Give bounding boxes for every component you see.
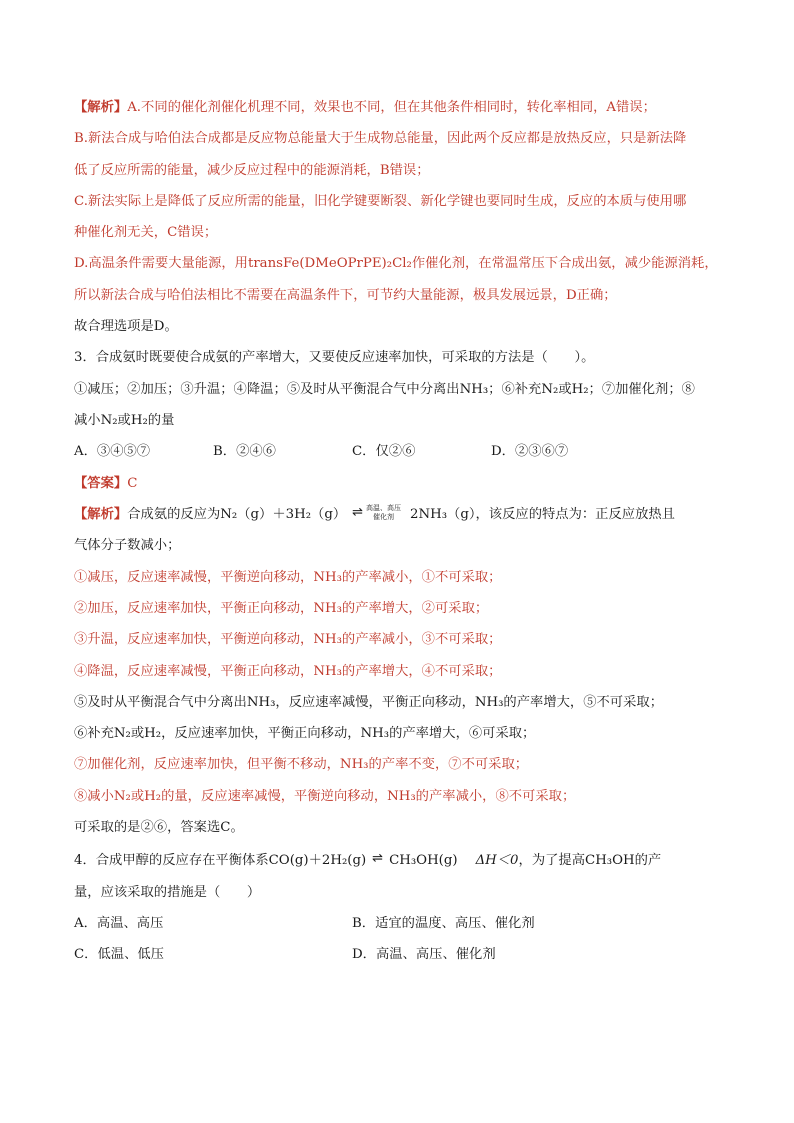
q3-list-line1: ①减压；②加压；③升温；④降温；⑤及时从平衡混合气中分离出NH₃；⑥补充N₂或H₂；⑦加催化剂；⑧ [74,381,695,397]
answer-value: C [127,475,138,491]
q3-option-b: B．②④⑥ [213,444,276,460]
analysis-c-line2: 种催化剂无关，C错误； [74,225,218,241]
q3-analysis-line1: 【解析】合成氨的反应为N₂（g）＋3H₂（g） ⇌ 高温、高压 催化剂 2NH₃（g），该反应的特点为：正反应放热且 [74,499,724,530]
q3-point-7: ⑦加催化剂，反应速率加快，但平衡不移动，NH₃的产率不变，⑦不可采取； [74,757,529,773]
analysis-c-line1: C.新法实际上是降低了反应所需的能量，旧化学键要断裂、新化学键也要同时生成，反应的本质与使用哪 [74,193,687,209]
analysis-tag: 【解析】 [74,507,128,523]
reversible-arrow-icon: ⇌ [352,504,364,520]
q4-option-a: A．高温、高压 [74,916,164,932]
reversible-arrow [352,497,404,528]
reversible-arrow-icon: ⇌ [372,851,384,867]
q4-options-row1 [74,908,724,939]
q3-point-6: ⑥补充N₂或H₂，反应速率加快，平衡正向移动，NH₃的产率增大，⑥可采取； [74,726,536,742]
q3-point-4: ④降温，反应速率减慢，平衡正向移动，NH₃的产率增大，④不可采取； [74,663,502,679]
q4-stem-line2: 量，应该采取的措施是（ ） [74,884,261,900]
q3-option-a: A．③④⑤⑦ [74,444,151,460]
document-page [74,92,724,971]
q3-point-5: ⑤及时从平衡混合气中分离出NH₃，反应速率减慢，平衡正向移动，NH₃的产率增大，⑤不可采取； [74,694,663,710]
answer-tag: 【答案】 [74,475,128,491]
analysis-a: 【解析】A.不同的催化剂催化机理不同，效果也不同，但在其他条件相同时，转化率相同，A错误； [74,100,656,115]
q4-option-b: B．适宜的温度、高压、催化剂 [352,916,535,932]
q3-point-3: ③升温，反应速率加快，平衡逆向移动，NH₃的产率减小，③不可采取； [74,632,502,648]
analysis-d-line1: D.高温条件需要大量能源，用transFe(DMeOPrPE)₂Cl₂作催化剂，在常温常压下合成出氨，减少能源消耗， [74,256,718,272]
q3-analysis-line2: 气体分子数减小； [74,538,181,554]
q3-options [74,436,724,467]
analysis-b-line2: 低了反应所需的能量，减少反应过程中的能源消耗，B错误； [74,162,430,178]
analysis-d-line2: 所以新法合成与哈伯法相比不需要在高温条件下，可节约大量能源，极具发展远景，D正确； [74,287,617,303]
q4-stem-line1: 4．合成甲醇的反应存在平衡体系CO(g)＋2H₂(g) ⇌ CH₃OH(g) ΔH＜0，为了提高CH₃OH的产 [74,845,724,876]
delta-h: ΔH＜0 [475,853,519,869]
analysis-b-line1: B.新法合成与哈伯法合成都是反应物总能量大于生成物总能量，因此两个反应都是放热反应，只是新法降 [74,131,687,147]
q4-option-d: D．高温、高压、催化剂 [352,947,496,963]
q3-list-line2: 减小N₂或H₂的量 [74,412,175,428]
q3-option-d: D．②③⑥⑦ [491,444,569,460]
q3-answer [74,468,724,499]
condition-bottom: 催化剂 [373,512,395,521]
q3-point-2: ②加压，反应速率加快，平衡正向移动，NH₃的产率增大，②可采取； [74,600,489,616]
analysis-tag: 【解析】 [74,100,128,115]
reversible-arrow [372,843,383,874]
equation-left: CO(g)＋2H₂(g) [268,853,367,869]
q3-point-1: ①减压，反应速率减慢，平衡逆向移动，NH₃的产率减小，①不可采取； [74,569,502,585]
q3-conclusion: 可采取的是②⑥，答案选C。 [74,819,244,835]
q4-option-c: C．低温、低压 [74,947,164,963]
q4-options-row2 [74,939,724,970]
condition-top: 高温、高压 [366,503,402,512]
q3-stem: 3．合成氨时既要使合成氨的产率增大，又要使反应速率加快，可采取的方法是（ ）。 [74,350,595,366]
analysis-conclusion: 故合理选项是D。 [74,319,178,335]
q3-option-c: C．仅②⑥ [352,444,416,460]
q3-point-8: ⑧减小N₂或H₂的量，反应速率减慢，平衡逆向移动，NH₃的产率减小，⑧不可采取； [74,788,576,804]
equation-right: CH₃OH(g) [389,853,458,869]
